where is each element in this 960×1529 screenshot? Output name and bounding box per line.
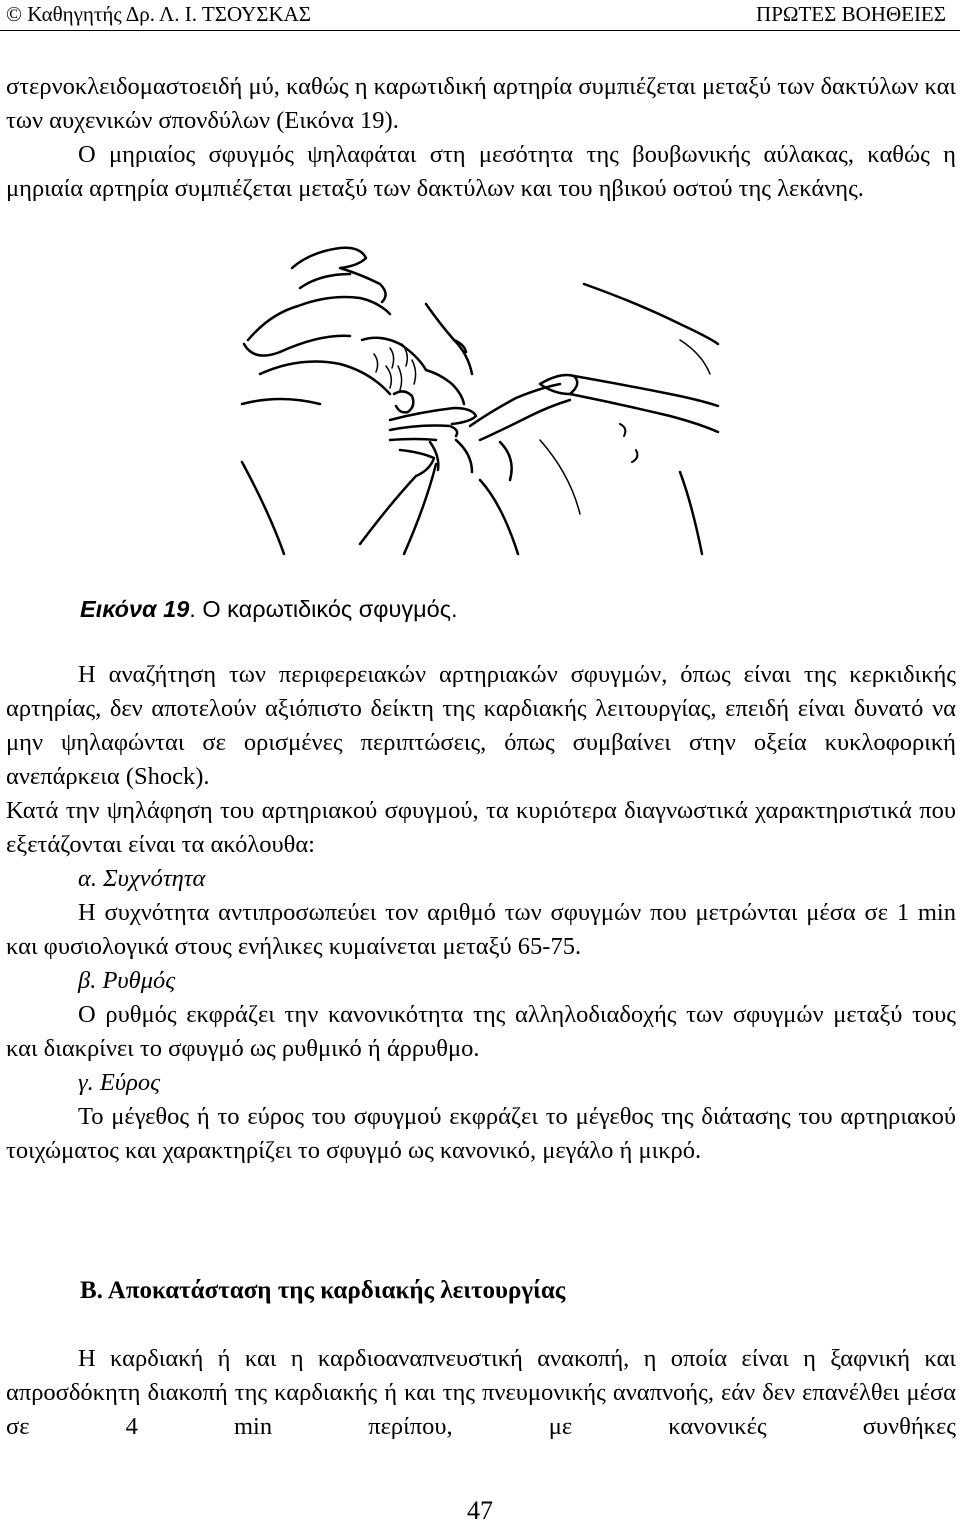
paragraph-characteristics: Κατά την ψηλάφηση του αρτηριακού σφυγμού, τα κυριότερα διαγνωστικά χαρακτηριστικά που εξετάζονται είναι τα ακόλουθα: [6,797,956,858]
item-b-title: Ρυθμός [102,967,176,994]
item-a-heading [78,862,205,896]
item-c-title: Εύρος [99,1069,161,1096]
item-a-text: Η συχνότητα αντιπροσωπεύει τον αριθμό των σφυγμών που μετρώνται μέσα σε 1 min και φυσιολογικά στους ενήλικες κυμαίνεται μεταξύ 65-75. [6,899,956,960]
item-b-text: Ο ρυθμός εκφράζει την κανονικότητα της αλληλοδιαδοχής των σφυγμών μεταξύ τους και διακρίνει το σφυγμό ως ρυθμικό ή άρρυθμο. [6,1001,956,1062]
paragraph-peripheral-pulses: Η αναζήτηση των περιφερειακών αρτηριακών σφυγμών, όπως είναι της κερκιδικής αρτηρίας, δεν αποτελούν αξιόπιστο δείκτη της καρδιακής λειτουργίας, επειδή είναι δυνατό να μην ψηλαφώνται σε ορισμένες περιπτώσεις, όπως συμβαίνει στην οξεία κυκλοφορική ανεπάρκεια (Shock). [6,661,956,790]
item-a-title: Συχνότητα [103,865,206,892]
section-heading: Β. Αποκατάσταση της καρδιακής λειτουργίας [80,1277,566,1304]
page-number: 47 [467,1496,493,1525]
item-c-text: Το μέγεθος ή το εύρος του σφυγμού εκφράζει το μέγεθος της διάτασης του αρτηριακού τοιχώματος και χαρακτηρίζει το σφυγμό ως κανονικό, μεγάλο ή μικρό. [6,1103,956,1164]
figure-carotid-pulse-illustration [240,244,720,556]
header-title: ΠΡΩΤΕΣ ΒΟΗΘΕΙΕΣ [756,2,946,26]
page-header [0,0,960,32]
header-author: © Καθηγητής Δρ. Λ. Ι. ΤΣΟΥΣΚΑΣ [6,2,312,26]
item-a-label: α. [78,865,97,892]
paragraph-carotid: στερνοκλειδομαστοειδή μύ, καθώς η καρωτιδική αρτηρία συμπιέζεται μεταξύ των δακτύλων και των αυχενικών σπονδύλων (Εικόνα 19). [6,73,956,134]
item-b-heading [78,964,175,998]
header-rule [0,30,960,31]
item-b-label: β. [78,967,97,994]
item-c-heading [78,1066,160,1100]
figure-caption-text: . Ο καρωτιδικός σφυγμός. [189,596,458,622]
item-c-label: γ. [78,1069,94,1096]
paragraph-femoral: Ο μηριαίος σφυγμός ψηλαφάται στη μεσότητα της βουβωνικής αύλακας, καθώς η μηριαία αρτηρία συμπιέζεται μεταξύ των δακτύλων και του ηβικού οστού της λεκάνης. [6,141,956,202]
figure-label: Εικόνα 19 [80,596,190,622]
paragraph-cardiac-arrest: Η καρδιακή ή και η καρδιοαναπνευστική ανακοπή, η οποία είναι η ξαφνική και απροσδόκητη διακοπή της καρδιακής ή και της πνευμονικής αναπνοής, εάν δεν επανέλθει μέσα σε 4 min περίπου, με κανονικές συνθήκες [6,1345,956,1440]
figure-caption [80,594,458,624]
